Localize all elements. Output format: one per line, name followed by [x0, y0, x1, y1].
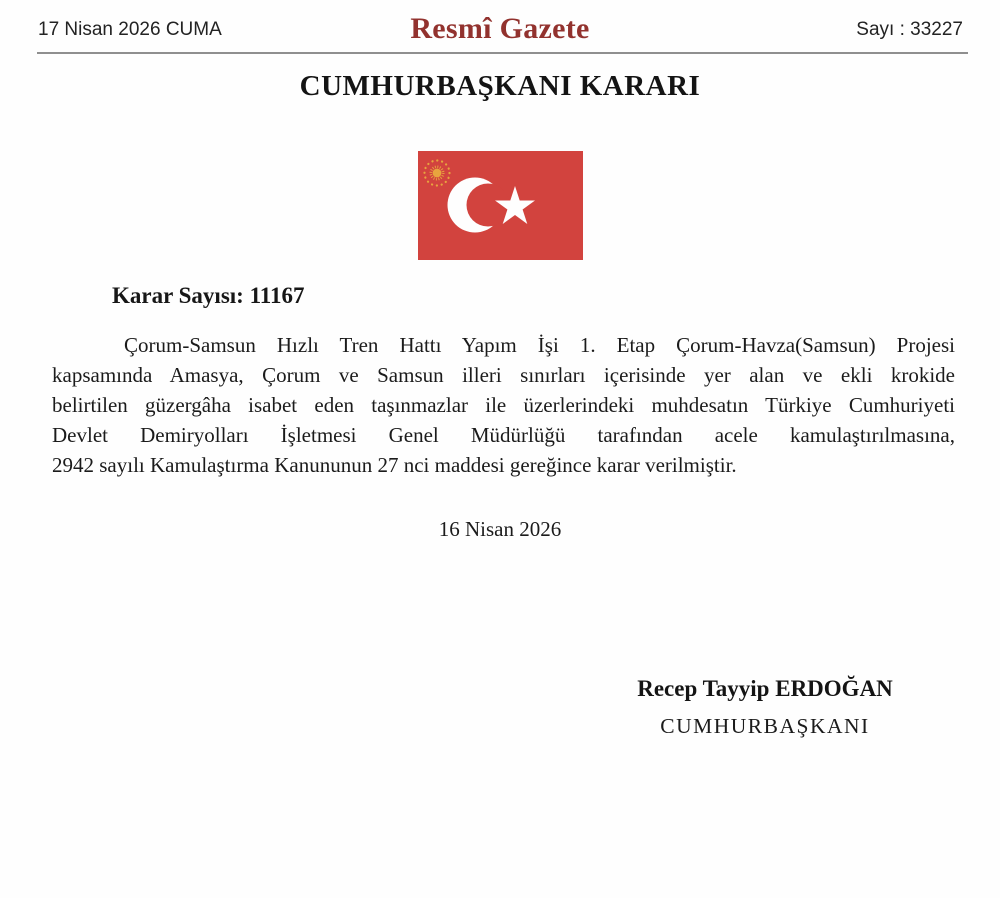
turkish-presidential-flag	[418, 151, 583, 260]
signer-name: Recep Tayyip ERDOĞAN	[637, 676, 893, 701]
decree-title: CUMHURBAŞKANI KARARI	[299, 70, 701, 102]
decision-number: Karar Sayısı: 11167	[112, 283, 305, 308]
header-issue-number: Sayı : 33227	[856, 19, 963, 40]
flag-image	[418, 151, 583, 260]
signer-title: CUMHURBAŞKANI	[660, 714, 870, 738]
body-line: 2942 sayılı Kamulaştırma Kanununun 27 nci maddesi gereğince karar verilmiştir.	[52, 453, 737, 477]
header-date: 17 Nisan 2026 CUMA	[38, 19, 222, 40]
decision-body	[52, 330, 955, 480]
body-line: Devlet Demiryolları İşletmesi Genel Müdürlüğü tarafından acele kamulaştırılmasına,	[52, 423, 955, 447]
signature-block	[565, 676, 965, 739]
body-line: Çorum-Samsun Hızlı Tren Hattı Yapım İşi 1. Etap Çorum-Havza(Samsun) Projesi	[124, 333, 955, 357]
body-line: kapsamında Amasya, Çorum ve Samsun illeri sınırları içerisinde yer alan ve ekli krokide	[52, 363, 955, 387]
body-line: belirtilen güzergâha isabet eden taşınmazlar ile üzerlerindeki muhdesatın Türkiye Cumhuriyeti	[52, 393, 955, 417]
header-divider	[37, 52, 968, 54]
masthead-title: Resmî Gazete	[410, 12, 590, 45]
decision-date: 16 Nisan 2026	[438, 517, 562, 541]
